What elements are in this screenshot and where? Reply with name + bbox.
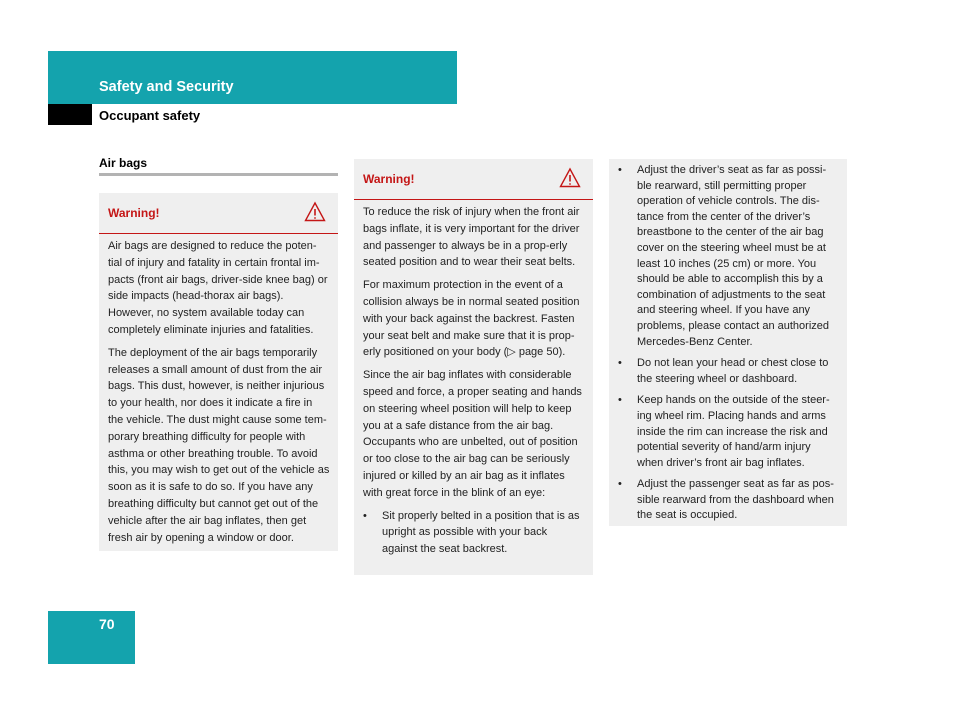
instruction-box [609,159,847,526]
warning-label: Warning! [363,172,415,186]
warning-box-seating [354,159,593,575]
subsection-title: Occupant safety [99,108,201,123]
warning-paragraph: Air bags are designed to reduce the poten-tial of injury and fatality in certain frontal im-pacts (front air bags, driver-side knee bag) or side impacts (head-thorax air bags). However, no system available today can completely eliminate injuries and fatalities. [108,240,328,336]
warning-paragraph: For maximum protection in the event of a collision always be in normal seated position with your back against the backrest. Fasten your seat belt and make sure that it is prop-erly positioned on your body (▷ page 50). [363,279,580,359]
warning-paragraph: The deployment of the air bags temporarily releases a small amount of dust from the air bags. This dust, however, is neither injurious to your health, nor does it indicate a fire in the vehicle. The dust might cause some tem-porary breathing difficulty for people with asthma or other breathing trouble. To avoid this, you may wish to get out of the vehicle as soon as it is safe to do so. If you have any breathing difficulty but cannot get out of the vehicle after the air bag inflates, then get fresh air by opening a window or door. [108,346,330,544]
column-heading: Air bags [99,156,148,170]
warning-paragraph: Since the air bag inflates with considerable speed and force, a proper seating and hands on steering wheel position will help to keep you at a safe distance from the air bag. Occupants who are unbelted, out of position or too close to the air bag can be seriously injured or killed by an air bag as it inflates with great force in the blink of an eye: [363,369,582,499]
header-marker [48,104,92,125]
section-title: Safety and Security [99,79,234,95]
warning-body [354,200,593,558]
warning-header [99,193,338,234]
header-band [48,51,457,104]
bullet-list [609,159,847,524]
bullet-list [354,508,585,558]
warning-body [99,234,338,546]
bullet-item: • Adjust the driver’s seat as far as possi-ble rearward, still permitting proper operation of vehicle controls. The dis-tance from the center of the driver’s breastbone to the center of the air bag cover on the steering wheel must be at least 10 inches (25 cm) or more. You should be able to accomplish this by a combination of adjustments to the seat and steering wheel. If you have any problems, please contact an authorized Mercedes-Benz Center. [609,163,839,350]
warning-header [354,159,593,200]
bullet-item: • Keep hands on the outside of the steer-ing wheel rim. Placing hands and arms inside the rim can increase the risk and potential severity of hand/arm injury when driver’s front air bag inflates. [609,393,839,471]
warning-triangle-icon [304,201,326,223]
page-number-block [48,611,135,664]
warning-box-airbags [99,193,338,551]
page-number: 70 [99,616,115,632]
warning-triangle-icon [559,167,581,189]
warning-label: Warning! [108,206,160,220]
bullet-item: • Adjust the passenger seat as far as pos-sible rearward from the dashboard when the seat is occupied. [609,477,839,524]
warning-paragraph: To reduce the risk of injury when the front air bags inflate, it is very important for the driver and passenger to always be in a prop-erly seated position and to wear their seat belts. [363,206,580,269]
heading-rule [99,173,338,176]
bullet-item: • Do not lean your head or chest close to the steering wheel or dashboard. [609,356,839,387]
bullet-item: • Sit properly belted in a position that is as upright as possible with your back against the seat backrest. [354,508,585,558]
